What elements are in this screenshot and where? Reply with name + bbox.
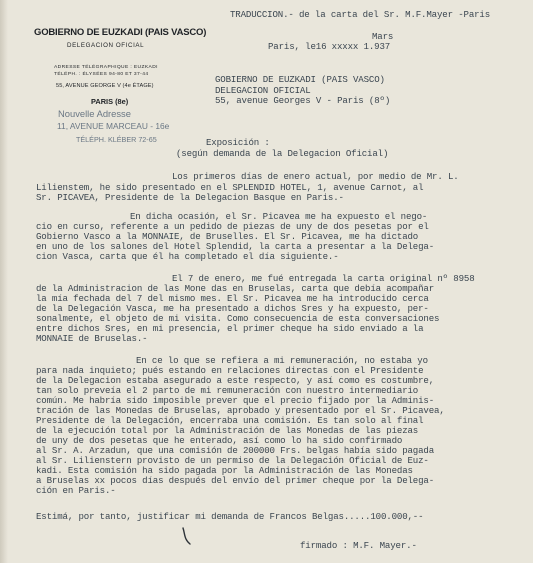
body-line: kadi. Esta comisión ha sido pagada por la Administración de las Monedas (36, 465, 413, 476)
body-line: de uny de dos pesetas que he enterado, así como lo ha sido confirmado (36, 435, 403, 446)
body-line: Gobierno Vasco a la MONNAIE, de Bruselles. El Sr. Picavea, me ha dictado (36, 231, 419, 242)
body-line: En ce lo que se refiera a mi remuneración, no estaba yo (136, 355, 428, 366)
demand-line: Estimá, por tanto, justificar mi demanda de Francos Belgas.....100.000,-- (36, 511, 424, 522)
addressee-name: GOBIERNO DE EUZKADI (PAIS VASCO) (215, 74, 385, 85)
letterhead-phone: TÉLÉPH. : ÉLYSÉES 94-80 ET 37-44 (54, 72, 149, 77)
body-line: para nada inquieto; pués estando en relaciones directas con el Presidente (36, 365, 424, 376)
body-line: Presidente de la Delegación, encerraba una comisión. Es tan solo al final (36, 415, 424, 426)
subject-title: Exposición : (206, 137, 270, 148)
new-address: 11, AVENUE MARCEAU - 16e (57, 121, 170, 131)
signature-line: firmado : M.F. Mayer.- (300, 540, 417, 551)
page-edge-shadow (0, 0, 8, 563)
body-line: tración de las Monedas de Bruselas, aprobado y presentado por el Sr. Picavea, (36, 405, 445, 416)
body-line: tan solo preveía el 2 parto de mi remuneración con nuestro intermediario (36, 385, 419, 396)
body-line: de la Administracion de las Mone das en Bruselas, carta que debía acompañar (36, 283, 435, 294)
body-line: cion Vasca, carta que él ha completado el día siguiente.- (36, 251, 339, 262)
addressee-address: 55, avenue Georges V - Paris (8º) (215, 95, 391, 106)
letterhead-city: PARIS (8e) (91, 97, 129, 106)
body-line: en uno de los salones del Hotel Splendid, la carta a presentar a la Delega- (36, 241, 435, 252)
letterhead-address: 55, AVENUE GEORGE V (4e ÉTAGE) (56, 83, 154, 89)
body-line: común. Me habría sido imposible prever que el precio fijado por la Adminis- (36, 395, 435, 406)
translation-heading: TRADUCCION.- de la carta del Sr. M.F.Mayer -Paris (230, 9, 491, 20)
body-line: Sr. PICAVEA, Presidente de la Delegacion Basque en Paris.- (36, 192, 344, 203)
addressee-delegation: DELEGACION OFICIAL (215, 85, 311, 96)
body-line: cio en curso, referente a un pedido de piezas de uny de dos pesetas por el (36, 221, 429, 232)
body-line: de la Delegación Vasca, me ha presentado a dichos Sres y ha expuesto, per- (36, 303, 429, 314)
body-line: sonalmente, el objeto de mi visita. Como consecuencia de esta conversaciones (36, 313, 440, 324)
letterhead-subtitle: DELEGACION OFICIAL (67, 42, 145, 49)
body-line: al Sr. A. Arzadun, que una comisión de 200000 Frs. belgas había sido pagada (36, 445, 435, 456)
body-line: Lilienstem, he sido presentado en el SPLENDID HOTEL, 1, avenue Carnot, al (36, 182, 424, 193)
letterhead-title: GOBIERNO DE EUZKADI (PAIS VASCO) (34, 27, 207, 38)
body-line: de la Delegacion estaba asegurado a este respecto, y así como es costumbre, (36, 375, 435, 386)
body-line: al Sr. Lilienstern provisto de un permiso de la Delegación Oficial de Euz- (36, 455, 429, 466)
date-line: Paris, le16 xxxxx 1.937 (268, 41, 391, 52)
new-address-label: Nouvelle Adresse (58, 108, 131, 119)
body-line: entre dichos Sres, en mi presencia, el primer cheque ha sido enviado a la (36, 323, 424, 334)
subject-subtitle: (según demanda de la Delegacion Oficial) (176, 148, 389, 159)
pen-mark-icon (180, 526, 194, 546)
new-phone: TÉLÉPH. KLÉBER 72-65 (76, 135, 157, 144)
body-line: MONNAIE de Bruselas.- (36, 333, 148, 344)
body-line: ción en Paris.- (36, 485, 116, 496)
body-line: a Bruselas xx pocos días después del envío del primer cheque por la Delega- (36, 475, 435, 486)
body-line: Los primeros días de enero actual, por medio de Mr. L. (172, 171, 459, 182)
date-correction: Mars (372, 31, 394, 42)
body-line: de la ejecución total por la Administración de las Monedas de las piezas (36, 425, 419, 436)
body-line: la mía fechada del 7 del mismo mes. El Sr. Picavea me ha introducido cerca (36, 293, 429, 304)
body-line: El 7 de enero, me fué entregada la carta original nº 8958 (172, 273, 475, 284)
letterhead-telegraph: ADRESSE TÉLÉGRAPHIQUE : EUZKADI (54, 65, 158, 70)
body-line: En dicha ocasión, el Sr. Picavea me ha expuesto el nego- (130, 211, 428, 222)
